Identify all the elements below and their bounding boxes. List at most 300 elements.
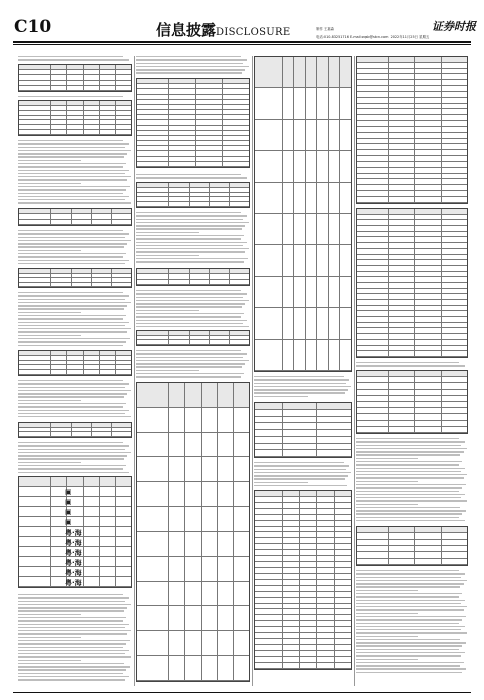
text-block <box>136 56 250 76</box>
text-line <box>254 383 346 384</box>
text-line <box>18 607 127 608</box>
contact-info: 电话:010-83251716 E-mail:zqsb@stcn.com 2022年11月25日 星期五 <box>316 35 430 39</box>
text-line <box>18 614 81 615</box>
data-table <box>136 182 250 208</box>
text-line <box>356 520 465 521</box>
text-line <box>356 662 464 663</box>
text-line <box>136 310 199 311</box>
text-line <box>356 580 467 581</box>
text-line <box>18 240 131 241</box>
text-line <box>136 353 247 354</box>
text-line <box>136 363 245 364</box>
text-block <box>18 96 132 99</box>
text-line <box>136 258 248 259</box>
data-table <box>136 268 250 286</box>
table-row <box>357 197 467 203</box>
header-rule <box>13 41 471 43</box>
text-block <box>136 174 250 181</box>
text-line <box>18 237 125 238</box>
seal-stamp-icon: ▣ <box>65 488 72 496</box>
financial-table <box>356 56 468 204</box>
table-row <box>19 283 131 288</box>
text-block <box>18 56 132 63</box>
text-line <box>254 462 344 463</box>
text-line <box>136 326 249 327</box>
text-line <box>356 481 418 482</box>
text-line <box>18 338 130 339</box>
text-line <box>136 357 243 358</box>
text-line <box>18 56 123 57</box>
text-line <box>136 66 249 67</box>
text-line <box>18 318 123 319</box>
table-row <box>255 403 351 410</box>
table-row <box>255 214 351 245</box>
column-4 <box>356 56 468 686</box>
text-line <box>18 403 126 404</box>
text-line <box>18 472 129 473</box>
text-line <box>356 487 462 488</box>
text-line <box>18 383 129 384</box>
text-line <box>136 306 242 307</box>
text-line <box>18 166 123 167</box>
text-line <box>18 189 126 190</box>
text-line <box>356 590 418 591</box>
table-row <box>255 308 351 339</box>
text-line <box>356 477 464 478</box>
column-3 <box>254 56 352 686</box>
text-line <box>254 469 346 470</box>
text-line <box>356 365 465 366</box>
seal-stamp-icon: 粤·海 <box>65 579 82 587</box>
text-line <box>18 170 129 171</box>
text-line <box>18 150 131 151</box>
text-line <box>18 452 131 453</box>
text-block <box>18 442 132 475</box>
table-row <box>19 432 131 437</box>
text-line <box>136 255 199 256</box>
text-line <box>18 186 130 187</box>
text-line <box>18 256 123 257</box>
text-line <box>356 504 418 505</box>
text-line <box>136 303 245 304</box>
text-line <box>18 199 125 200</box>
text-line <box>18 302 131 303</box>
text-line <box>18 246 124 247</box>
text-line <box>18 465 126 466</box>
text-line <box>356 672 462 673</box>
text-line <box>356 639 460 640</box>
text-line <box>356 577 461 578</box>
text-line <box>356 484 466 485</box>
text-line <box>356 510 466 511</box>
text-line <box>18 299 125 300</box>
text-line <box>356 454 460 455</box>
text-line <box>18 673 123 674</box>
text-line <box>18 624 129 625</box>
data-table <box>18 350 132 376</box>
text-line <box>18 341 126 342</box>
text-line <box>136 313 244 314</box>
text-line <box>18 679 125 680</box>
text-line <box>136 215 247 216</box>
data-table <box>136 330 250 346</box>
section-title <box>156 19 290 40</box>
text-line <box>136 235 244 236</box>
text-line <box>18 325 125 326</box>
large-table <box>136 382 250 682</box>
text-line <box>254 389 348 390</box>
text-line <box>18 331 127 332</box>
table-row <box>255 245 351 276</box>
text-block <box>18 140 132 206</box>
seal-stamp-icon: ▣ <box>65 498 72 506</box>
table-row <box>255 277 351 308</box>
text-line <box>18 416 131 417</box>
text-line <box>136 350 241 351</box>
table-row <box>255 183 351 214</box>
text-line <box>18 153 127 154</box>
text-line <box>18 196 129 197</box>
column-2 <box>136 56 250 686</box>
table-row <box>137 280 249 285</box>
text-line <box>18 179 127 180</box>
seal-stamp-icon: ▣ <box>65 508 72 516</box>
text-line <box>254 392 345 393</box>
text-line <box>136 370 199 371</box>
text-line <box>136 72 242 73</box>
text-line <box>18 390 131 391</box>
text-line <box>18 656 131 657</box>
text-line <box>136 366 242 367</box>
text-line <box>18 633 127 634</box>
text-line <box>356 461 462 462</box>
text-block <box>18 380 132 419</box>
table-row <box>137 340 249 345</box>
text-line <box>18 328 131 329</box>
section-title-cn: 信息披露 <box>156 21 217 39</box>
text-line <box>18 640 130 641</box>
text-line <box>18 230 123 231</box>
text-line <box>136 69 245 70</box>
text-line <box>254 379 349 380</box>
text-line <box>254 465 349 466</box>
text-block <box>254 462 352 488</box>
text-line <box>18 620 123 621</box>
text-line <box>254 475 348 476</box>
text-line <box>356 570 459 571</box>
financial-table <box>356 208 468 358</box>
newspaper-logo: 证券时报 <box>432 20 476 33</box>
text-line <box>136 248 249 249</box>
text-line <box>356 636 418 637</box>
text-line <box>356 451 464 452</box>
text-line <box>254 478 345 479</box>
text-line <box>356 659 418 660</box>
text-line <box>356 513 462 514</box>
text-line <box>356 471 461 472</box>
text-line <box>356 583 464 584</box>
table-row <box>255 417 351 424</box>
text-line <box>18 305 127 306</box>
seal-stamp-icon: 粤·海 <box>65 549 82 557</box>
text-line <box>136 297 243 298</box>
text-line <box>18 156 124 157</box>
seal-stamp-icon: ▣ <box>65 518 72 526</box>
text-line <box>136 251 245 252</box>
text-line <box>136 360 249 361</box>
text-block <box>356 570 468 675</box>
text-line <box>18 96 123 97</box>
text-line <box>356 642 466 643</box>
text-line <box>136 245 243 246</box>
text-line <box>356 596 459 597</box>
text-line <box>136 316 241 317</box>
text-line <box>18 160 81 161</box>
text-line <box>18 263 125 264</box>
text-line <box>18 173 125 174</box>
text-line <box>18 627 125 628</box>
text-line <box>136 323 243 324</box>
editor-info: 制作 王嘉森 <box>316 27 335 31</box>
text-line <box>18 455 127 456</box>
text-line <box>18 637 81 638</box>
page-number: C10 <box>14 17 52 37</box>
data-table <box>136 78 250 168</box>
text-line <box>18 250 81 251</box>
text-line <box>356 494 465 495</box>
data-table <box>18 268 132 288</box>
text-line <box>254 472 351 473</box>
text-line <box>18 617 126 618</box>
text-line <box>18 647 123 648</box>
text-line <box>18 601 125 602</box>
text-line <box>136 320 247 321</box>
text-line <box>18 315 126 316</box>
text-line <box>18 653 125 654</box>
data-table <box>18 422 132 438</box>
column-divider <box>354 56 355 686</box>
text-line <box>18 243 127 244</box>
page-header <box>0 0 484 38</box>
text-line <box>356 500 467 501</box>
table-row <box>137 202 249 207</box>
text-line <box>356 362 459 363</box>
text-line <box>356 464 459 465</box>
text-line <box>356 497 461 498</box>
financial-table <box>254 490 352 670</box>
data-table <box>254 402 352 458</box>
text-line <box>356 468 465 469</box>
text-line <box>18 193 123 194</box>
text-line <box>136 222 249 223</box>
text-line <box>136 261 244 262</box>
text-line <box>18 594 123 595</box>
table-row <box>255 88 351 119</box>
text-line <box>18 643 126 644</box>
text-line <box>136 238 241 239</box>
text-line <box>18 468 123 469</box>
data-table <box>18 208 132 226</box>
text-line <box>356 626 465 627</box>
text-line <box>18 176 131 177</box>
text-block <box>356 438 468 523</box>
text-line <box>254 485 347 486</box>
text-line <box>254 376 344 377</box>
text-line <box>18 393 127 394</box>
text-block <box>136 212 250 265</box>
text-line <box>356 593 462 594</box>
seal-stamp-icon: 粤·海 <box>65 529 82 537</box>
text-line <box>18 292 123 293</box>
text-line <box>18 604 131 605</box>
text-line <box>18 445 129 446</box>
text-line <box>18 308 124 309</box>
column-1 <box>18 56 132 686</box>
text-line <box>136 376 241 377</box>
text-block <box>136 350 250 380</box>
text-line <box>18 630 131 631</box>
text-line <box>18 663 124 664</box>
text-line <box>356 438 459 439</box>
table-row <box>255 57 351 88</box>
seal-stamp-icon: 粤·海 <box>65 569 82 577</box>
text-line <box>356 616 466 617</box>
text-line <box>356 603 461 604</box>
text-line <box>136 232 199 233</box>
text-line <box>18 676 129 677</box>
text-line <box>18 650 129 651</box>
text-line <box>356 629 461 630</box>
text-line <box>18 312 81 313</box>
text-line <box>356 613 418 614</box>
text-line <box>136 212 241 213</box>
text-line <box>356 441 465 442</box>
text-line <box>356 458 418 459</box>
text-line <box>356 668 466 669</box>
text-line <box>18 233 129 234</box>
text-line <box>136 63 243 64</box>
text-line <box>18 322 129 323</box>
text-line <box>356 586 460 587</box>
data-table <box>18 64 132 92</box>
table-row <box>357 559 467 565</box>
text-line <box>356 491 459 492</box>
column-divider <box>252 56 253 686</box>
text-line <box>18 597 129 598</box>
text-line <box>18 449 125 450</box>
text-line <box>18 335 81 336</box>
text-line <box>18 410 129 411</box>
text-line <box>356 649 459 650</box>
text-block <box>136 290 250 329</box>
text-line <box>18 669 126 670</box>
text-line <box>356 632 467 633</box>
text-line <box>136 59 247 60</box>
table-row <box>19 220 131 225</box>
seal-table <box>18 476 132 588</box>
table-row <box>255 437 351 444</box>
text-line <box>136 56 241 57</box>
text-line <box>136 225 245 226</box>
table-row <box>255 430 351 437</box>
text-line <box>18 253 126 254</box>
text-line <box>18 462 81 463</box>
text-line <box>18 610 124 611</box>
text-line <box>18 400 81 401</box>
text-line <box>136 174 241 175</box>
text-line <box>18 295 129 296</box>
text-block <box>18 594 132 683</box>
text-line <box>356 507 460 508</box>
text-line <box>18 147 125 148</box>
text-line <box>136 290 241 291</box>
data-table <box>18 100 132 136</box>
text-line <box>18 660 81 661</box>
table-row <box>255 423 351 430</box>
table-row <box>255 120 351 151</box>
footer-rule <box>13 692 471 693</box>
text-line <box>18 413 125 414</box>
text-line <box>356 448 467 449</box>
large-table <box>254 56 352 372</box>
text-line <box>356 655 461 656</box>
financial-table <box>356 370 468 434</box>
text-line <box>136 373 244 374</box>
text-line <box>136 177 247 178</box>
table-row <box>255 663 351 669</box>
text-line <box>18 458 124 459</box>
text-line <box>356 645 462 646</box>
text-line <box>356 609 464 610</box>
text-line <box>356 619 462 620</box>
table-row <box>255 444 351 451</box>
text-line <box>356 623 459 624</box>
text-line <box>254 482 308 483</box>
text-line <box>18 59 129 60</box>
text-line <box>356 573 465 574</box>
text-line <box>18 140 123 141</box>
table-row <box>137 162 249 167</box>
text-block <box>18 292 132 348</box>
data-table <box>356 526 468 566</box>
text-line <box>136 293 247 294</box>
table-row <box>255 410 351 417</box>
text-line <box>18 666 130 667</box>
text-line <box>18 406 123 407</box>
text-line <box>18 345 123 346</box>
text-line <box>136 228 242 229</box>
text-line <box>136 242 247 243</box>
header-rule-thin <box>13 44 471 45</box>
table-row <box>255 340 351 371</box>
text-line <box>356 652 465 653</box>
text-line <box>18 163 126 164</box>
table-row <box>255 151 351 182</box>
text-line <box>18 396 124 397</box>
text-line <box>18 143 129 144</box>
text-line <box>18 260 129 261</box>
text-line <box>136 219 243 220</box>
text-line <box>18 380 123 381</box>
table-row <box>255 450 351 457</box>
column-divider <box>134 56 135 686</box>
seal-stamp-icon: 粤·海 <box>65 539 82 547</box>
table-row <box>357 351 467 357</box>
text-line <box>356 517 459 518</box>
text-line <box>18 183 81 184</box>
section-title-en: DISCLOSURE <box>216 27 291 38</box>
table-row <box>357 427 467 433</box>
